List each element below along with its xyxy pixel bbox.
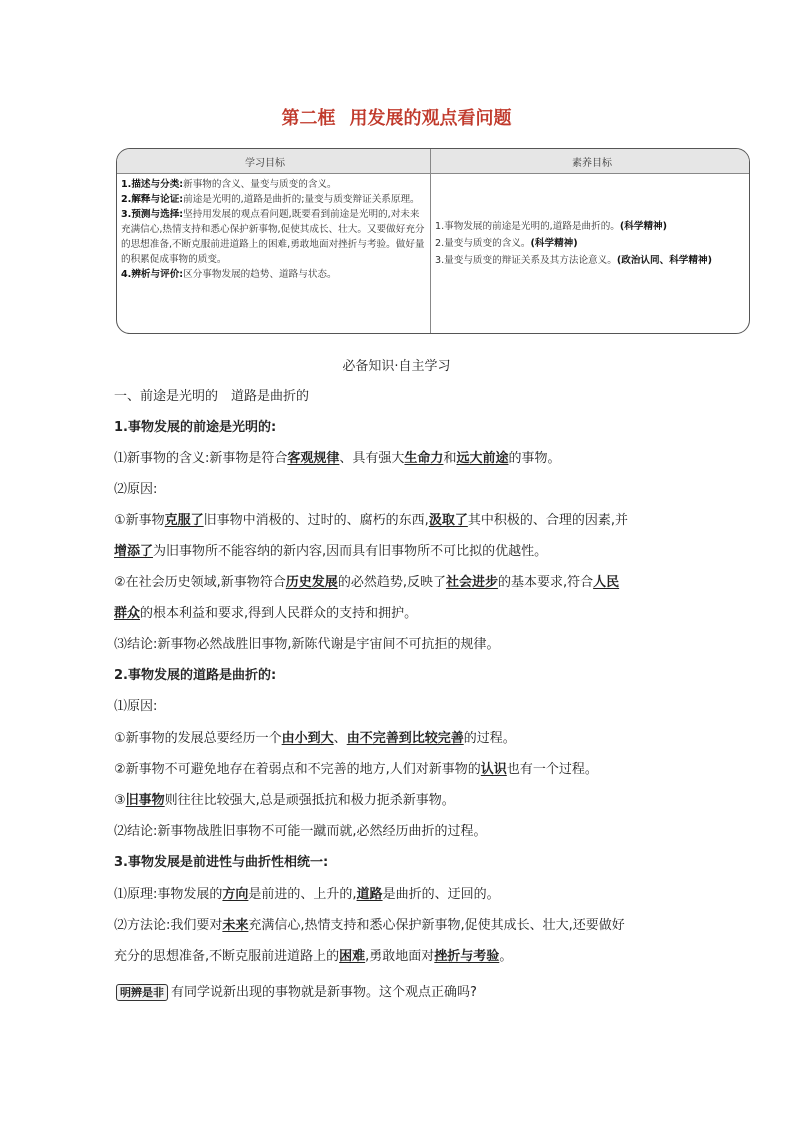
title-part2: 用发展的观点看问题 (349, 108, 512, 129)
s3-principle: ⑴原理:事物发展的方向是前进的、上升的,道路是曲折的、迂回的。 (114, 887, 500, 902)
s3-methodology-cont: 充分的思想准备,不断克服前进道路上的困难,勇敢地面对挫折与考验。 (114, 949, 513, 964)
goals-table (116, 148, 750, 334)
literacy-goals-list (435, 218, 747, 269)
s1-reason-1: ①新事物克服了旧事物中消极的、过时的、腐朽的东西,汲取了其中积极的、合理的因素,并 (114, 513, 628, 528)
s1-reason-2: ②在社会历史领域,新事物符合历史发展的必然趋势,反映了社会进步的基本要求,符合人民 (114, 575, 620, 590)
s1-conclusion: ⑶结论:新事物必然战胜旧事物,新陈代谢是宇宙间不可抗拒的规律。 (114, 637, 500, 652)
section-heading: 必备知识·自主学习 (342, 359, 451, 374)
page-title (0, 104, 793, 130)
learning-goal-item: 2.解释与论证:前途是光明的,道路是曲折的;量变与质变辩证关系原理。 (121, 194, 420, 205)
learning-goal-item: 1.描述与分类:新事物的含义、量变与质变的含义。 (121, 179, 337, 190)
literacy-goal-item: 1.事物发展的前途是光明的,道路是曲折的。(科学精神) (435, 221, 668, 232)
learning-goal-item: 4.辨析与评价:区分事物发展的趋势、道路与状态。 (121, 269, 337, 280)
heading-1: 一、前途是光明的 道路是曲折的 (114, 389, 310, 404)
s2-reason-2: ②新事物不可避免地存在着弱点和不完善的地方,人们对新事物的认识也有一个过程。 (114, 762, 598, 777)
s2-conclusion: ⑵结论:新事物战胜旧事物不可能一蹴而就,必然经历曲折的过程。 (114, 824, 487, 839)
learning-goal-item: 3.预测与选择:坚持用发展的观点看问题,既要看到前途是光明的,对未来充满信心,热情支持和悉心保护新事物,促使其成长、壮大。又要做好充分的思想准备,不断克服前进道路上的困难,勇敢地面对挫折与考验。做好量的积累促成事物的质变。 (121, 209, 425, 265)
s1-reason-label: ⑵原因: (114, 482, 158, 497)
debate-question (116, 981, 477, 1001)
learning-goals-header: 学习目标 (245, 158, 285, 169)
literacy-goals-header: 素养目标 (572, 158, 612, 169)
column-divider (430, 149, 431, 333)
s1-reason-1-cont: 增添了为旧事物所不能容纳的新内容,因而具有旧事物所不可比拟的优越性。 (114, 544, 548, 559)
s2-reason-label: ⑴原因: (114, 699, 158, 714)
debate-badge: 明辨是非 (116, 984, 168, 1001)
title-part1: 第二框 (281, 108, 336, 129)
debate-text: 有同学说新出现的事物就是新事物。这个观点正确吗? (171, 985, 477, 1000)
s3-methodology: ⑵方法论:我们要对未来充满信心,热情支持和悉心保护新事物,促使其成长、壮大,还要做好 (114, 918, 625, 933)
goals-header-row (117, 149, 749, 174)
s1-heading: 1.事物发展的前途是光明的: (114, 420, 277, 435)
learning-goals-list (121, 177, 426, 282)
s3-heading: 3.事物发展是前进性与曲折性相统一: (114, 855, 329, 870)
s2-heading: 2.事物发展的道路是曲折的: (114, 668, 277, 683)
s2-reason-3: ③旧事物则往往比较强大,总是顽强抵抗和极力扼杀新事物。 (114, 793, 455, 808)
s1-definition: ⑴新事物的含义:新事物是符合客观规律、具有强大生命力和远大前途的事物。 (114, 451, 561, 466)
s1-reason-2-cont: 群众的根本利益和要求,得到人民群众的支持和拥护。 (114, 606, 418, 621)
literacy-goal-item: 3.量变与质变的辩证关系及其方法论意义。(政治认同、科学精神) (435, 255, 712, 266)
s2-reason-1: ①新事物的发展总要经历一个由小到大、由不完善到比较完善的过程。 (114, 731, 516, 746)
literacy-goal-item: 2.量变与质变的含义。(科学精神) (435, 238, 578, 249)
